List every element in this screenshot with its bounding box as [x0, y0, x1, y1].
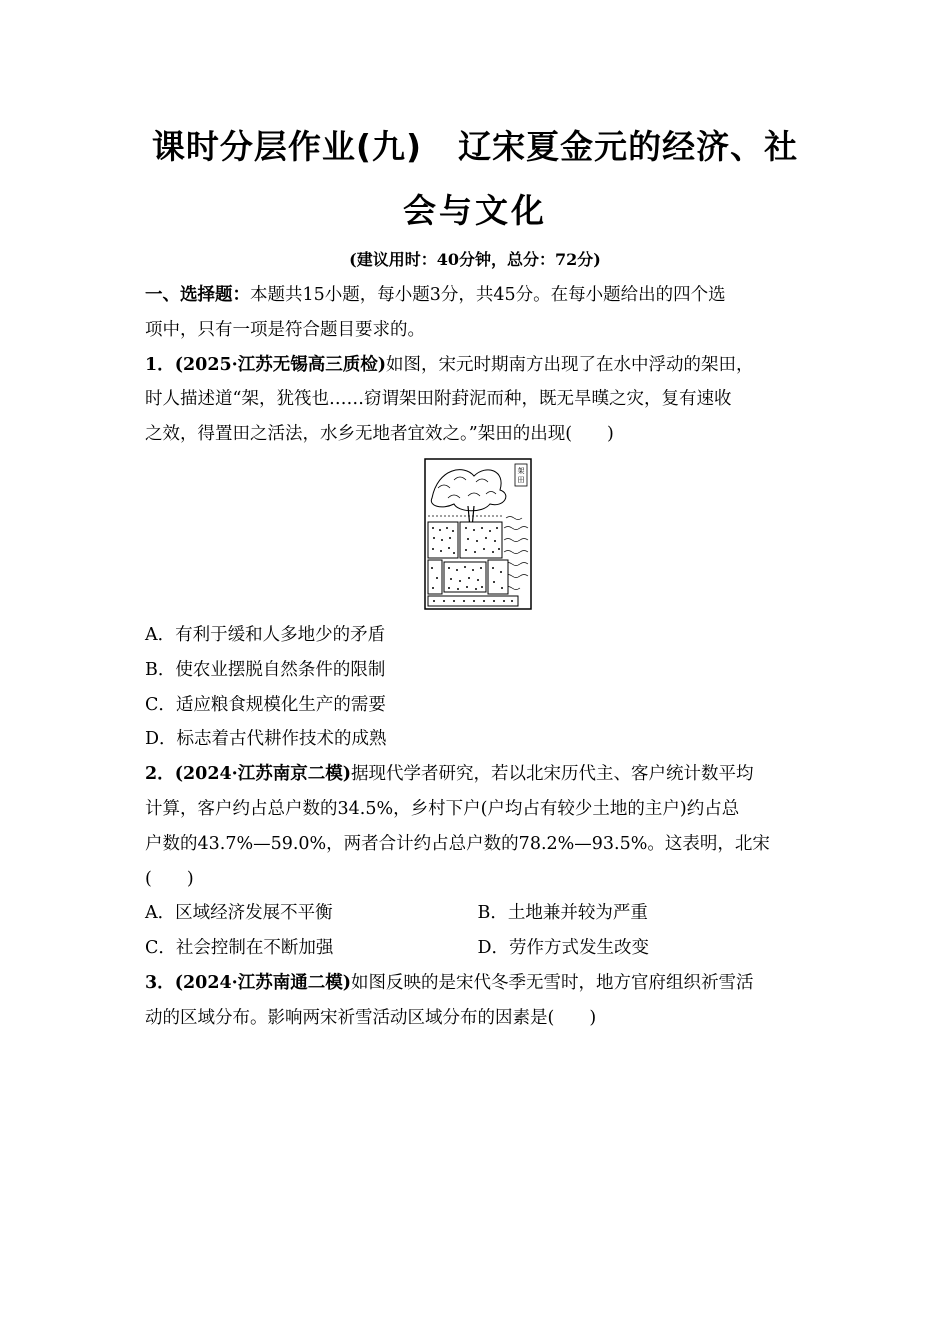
question-2-stem: 2．(2024·江苏南京二模)据现代学者研究，若以北宋历代主、客户统计数平均 [145, 764, 754, 785]
question-number: 1． [145, 354, 175, 375]
question-source: (2025·江苏无锡高三质检) [174, 354, 387, 375]
question-source: (2024·江苏南通二模) [174, 972, 352, 993]
question-2-options-row-1 [145, 896, 810, 931]
section-instructions: 一、选择题：本题共15小题，每小题3分，共45分。在每小题给出的四个选 [145, 285, 726, 305]
page-title-line1 [0, 122, 950, 172]
title-topic: 辽宋夏金元的经济、社 [458, 127, 799, 166]
figure-label: 架 [517, 466, 524, 475]
question-1-option-b[interactable]: B．使农业摆脱自然条件的限制 [145, 659, 386, 680]
svg-text:田: 田 [517, 475, 524, 484]
question-number: 3． [145, 972, 175, 993]
question-source: (2024·江苏南京二模) [174, 764, 352, 785]
time-score-info: (建议用时：40分钟，总分：72分) [349, 250, 601, 269]
section-label: 一、选择题： [145, 285, 250, 305]
question-3-stem: 3．(2024·江苏南通二模)如图反映的是宋代冬季无雪时，地方官府组织祈雪活 [145, 972, 754, 993]
question-1-option-d[interactable]: D．标志着古代耕作技术的成熟 [145, 729, 387, 750]
page-title-line2: 会与文化 [403, 191, 547, 230]
question-content: 一、选择题：本题共15小题，每小题3分，共45分。在每小题给出的四个选 项中，只有一项是符合题目要求的。 1．(2025·江苏无锡高三质检)如图，宋元时期南方出现了在水中浮动的架田， 时人描述道“架，犹筏也……窃谓架田附葑泥而种，既无旱暵之灾，复有速收 之效，得置田之活法，水乡无地者宜效之。”架田的出现( ) 架 田 A．有利于缓和人多地少的矛盾 B．使农业摆脱自然条件的限制 C．适应粮食规模化生产的需要 D．标志着古代耕作技术的成熟 2．(2024·江苏南京二模)据现代学者研究，若以北宋历代主、客户统计数平均 计算，客户约占总户数的34.5%，乡村下户(户均占有较少土地的主户)约占总 户数的43.7%—59.0%，两者合计约占总户数的78.2%—93.5%。这表明，北宋 ( ) A．区域经济发展不平衡 B．土地兼并较为严重 C．社会控制在不断加强 D．劳作方式发生改变 3．(2024·江苏南通二模)如图反映的是宋代冬季无雪时，地方官府组织祈雪活 动的区域分布。影响两宋祈雪活动区域分布的因素是( ) [145, 278, 810, 1036]
question-2-option-d[interactable]: D．劳作方式发生改变 [477, 938, 650, 959]
question-1-option-a[interactable]: A．有利于缓和人多地少的矛盾 [145, 624, 386, 645]
question-1-option-c[interactable]: C．适应粮食规模化生产的需要 [145, 694, 386, 715]
question-2-option-c[interactable]: C．社会控制在不断加强 [145, 938, 334, 959]
question-1-stem: 1．(2025·江苏无锡高三质检)如图，宋元时期南方出现了在水中浮动的架田， [145, 354, 754, 375]
title-series: 课时分层作业(九) [151, 127, 423, 166]
question-2-options-row-2 [145, 931, 810, 966]
floating-field-illustration [424, 458, 532, 610]
question-2-option-b[interactable]: B．土地兼并较为严重 [477, 903, 648, 924]
question-2-option-a[interactable]: A．区域经济发展不平衡 [145, 903, 333, 924]
question-number: 2． [145, 764, 175, 785]
